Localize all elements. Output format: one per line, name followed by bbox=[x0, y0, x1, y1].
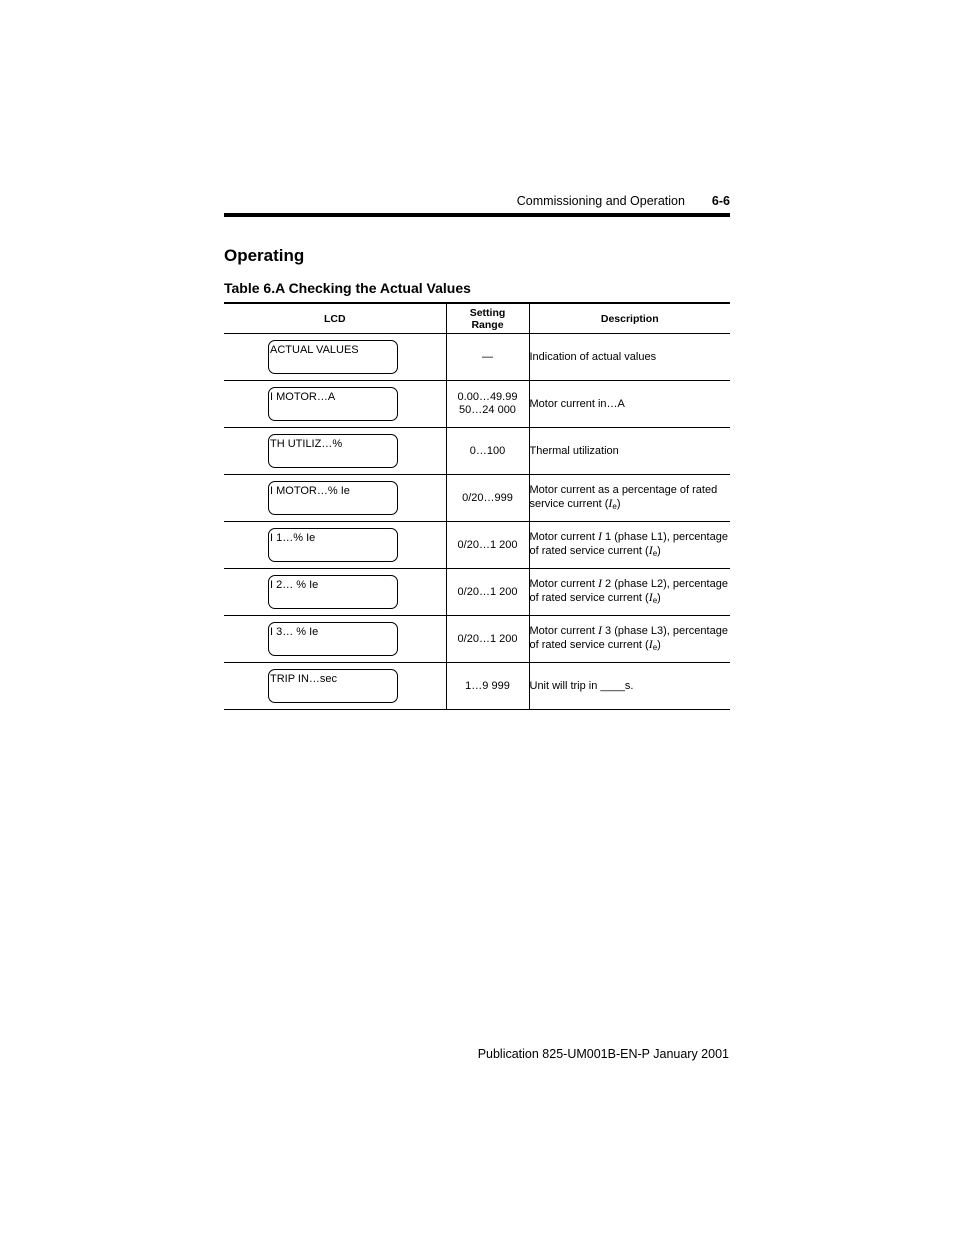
description-text: Motor current bbox=[529, 625, 598, 637]
running-header bbox=[224, 192, 730, 210]
description-text: Motor current bbox=[529, 578, 598, 590]
lcd-cell bbox=[224, 334, 446, 381]
lcd-display: I MOTOR…% Ie bbox=[268, 481, 398, 515]
setting-range-cell bbox=[446, 569, 529, 616]
setting-range-value: 0/20…999 bbox=[462, 491, 513, 504]
symbol-i: I bbox=[648, 543, 653, 557]
column-header-range-line1: Setting bbox=[469, 306, 506, 319]
lcd-display: ACTUAL VALUES bbox=[268, 340, 398, 374]
section-title: Operating bbox=[224, 246, 305, 265]
setting-range-value-2: 50…24 000 bbox=[459, 404, 516, 416]
column-header-range-line2: Range bbox=[471, 318, 504, 331]
table-row bbox=[224, 428, 730, 475]
lcd-cell bbox=[224, 522, 446, 569]
description-text: Thermal utilization bbox=[529, 444, 619, 457]
lcd-display: I 2… % Ie bbox=[268, 575, 398, 609]
lcd-cell bbox=[224, 475, 446, 522]
setting-range-cell bbox=[446, 522, 529, 569]
subscript-e: e bbox=[652, 596, 658, 605]
setting-range-cell bbox=[446, 616, 529, 663]
table-row bbox=[224, 522, 730, 569]
setting-range-value: 0/20…1 200 bbox=[457, 632, 518, 645]
page-number: 6-6 bbox=[711, 194, 730, 208]
symbol-i: I bbox=[648, 590, 653, 604]
subscript-e: e bbox=[652, 549, 658, 558]
lcd-cell bbox=[224, 428, 446, 475]
table-row bbox=[224, 616, 730, 663]
description-cell bbox=[529, 334, 730, 381]
setting-range-value: 0.00…49.99 bbox=[457, 391, 518, 403]
description-text: Unit will trip in ____s. bbox=[529, 679, 634, 692]
lcd-cell bbox=[224, 381, 446, 428]
description-text-cont: 3 (phase L3), percentage of rated service current ( bbox=[529, 625, 728, 651]
description-text: Motor current as a percentage of rated service current ( bbox=[529, 483, 718, 510]
description-text: Indication of actual values bbox=[529, 350, 657, 363]
column-header-setting-range bbox=[446, 303, 529, 334]
description-tail: ) bbox=[657, 592, 661, 604]
description-cell bbox=[529, 569, 730, 616]
setting-range-value: — bbox=[482, 350, 493, 363]
setting-range-cell bbox=[446, 475, 529, 522]
table-header-row bbox=[224, 303, 730, 334]
description-cell bbox=[529, 428, 730, 475]
setting-range-value: 1…9 999 bbox=[465, 679, 510, 692]
lcd-display: TRIP IN…sec bbox=[268, 669, 398, 703]
description-tail: ) bbox=[657, 545, 661, 557]
description-text-cont: 2 (phase L2), percentage of rated service current ( bbox=[529, 578, 728, 604]
running-header-title: Commissioning and Operation bbox=[516, 194, 685, 208]
setting-range-cell bbox=[446, 428, 529, 475]
description-text-cont: 1 (phase L1), percentage of rated service current ( bbox=[529, 531, 728, 557]
description-cell bbox=[529, 663, 730, 710]
description-tail: ) bbox=[616, 497, 621, 510]
description-cell bbox=[529, 381, 730, 428]
setting-range-value: 0…100 bbox=[469, 444, 506, 457]
lcd-display: I 3… % Ie bbox=[268, 622, 398, 656]
description-tail: ) bbox=[657, 639, 661, 651]
description-text: Motor current bbox=[529, 531, 598, 543]
lcd-cell bbox=[224, 569, 446, 616]
lcd-display: I MOTOR…A bbox=[268, 387, 398, 421]
table-row bbox=[224, 569, 730, 616]
lcd-display: TH UTILIZ…% bbox=[268, 434, 398, 468]
subscript-e: e bbox=[612, 501, 617, 511]
actual-values-table bbox=[224, 302, 730, 710]
setting-range-cell bbox=[446, 334, 529, 381]
table-caption: Table 6.A Checking the Actual Values bbox=[224, 280, 471, 296]
symbol-i: I bbox=[597, 529, 602, 543]
table-row bbox=[224, 475, 730, 522]
column-header-description: Description bbox=[529, 303, 730, 334]
table-row bbox=[224, 381, 730, 428]
symbol-i: I bbox=[648, 637, 653, 651]
subscript-e: e bbox=[652, 643, 658, 652]
description-text: Motor current in…A bbox=[529, 397, 625, 410]
description-cell bbox=[529, 616, 730, 663]
description-cell bbox=[529, 522, 730, 569]
column-header-lcd: LCD bbox=[224, 303, 446, 334]
symbol-i: I bbox=[597, 623, 602, 637]
setting-range-cell bbox=[446, 381, 529, 428]
lcd-cell bbox=[224, 663, 446, 710]
description-cell bbox=[529, 475, 730, 522]
table-row bbox=[224, 663, 730, 710]
setting-range-value: 0/20…1 200 bbox=[457, 585, 518, 598]
lcd-cell bbox=[224, 616, 446, 663]
lcd-display: I 1…% Ie bbox=[268, 528, 398, 562]
publication-footer: Publication 825-UM001B-EN-P January 2001 bbox=[477, 1047, 729, 1061]
symbol-i: I bbox=[597, 576, 602, 590]
setting-range-cell bbox=[446, 663, 529, 710]
table-row bbox=[224, 334, 730, 381]
setting-range-value: 0/20…1 200 bbox=[457, 538, 518, 551]
symbol-i: I bbox=[608, 495, 613, 510]
header-rule bbox=[224, 213, 730, 217]
